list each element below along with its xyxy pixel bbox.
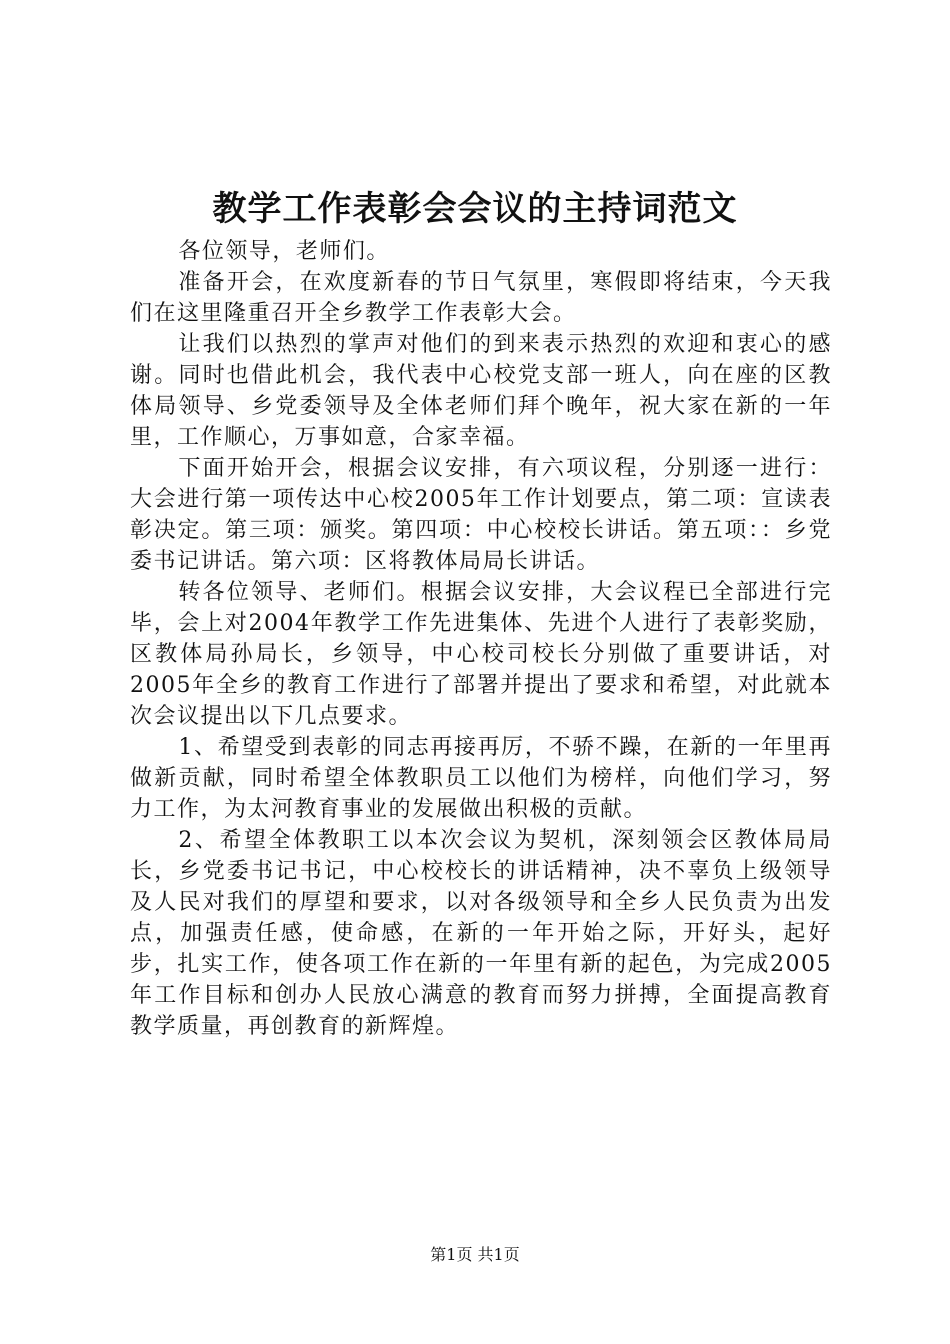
paragraph-opening: 准备开会，在欢度新春的节日气氛里，寒假即将结束，今天我们在这里隆重召开全乡教学工作表彰大会。 — [130, 270, 832, 326]
paragraph-requirement-1: 1、希望受到表彰的同志再接再厉，不骄不躁，在新的一年里再做新贡献，同时希望全体教职员工以他们为榜样，向他们学习，努力工作，为太河教育事业的发展做出积极的贡献。 — [130, 735, 832, 822]
paragraph-agenda: 下面开始开会，根据会议安排，有六项议程，分别逐一进行：大会进行第一项传达中心校2005年工作计划要点，第二项：宣读表彰决定。第三项：颁奖。第四项：中心校校长讲话。第五项：：乡党委书记讲话。第六项：区将教体局局长讲话。 — [130, 456, 832, 574]
page-footer: 第1页 共1页 — [430, 1245, 520, 1264]
document-title: 教学工作表彰会会议的主持词范文 — [212, 189, 738, 229]
paragraph-welcome: 让我们以热烈的掌声对他们的到来表示热烈的欢迎和衷心的感谢。同时也借此机会，我代表中心校党支部一班人，向在座的区教体局领导、乡党委领导及全体老师们拜个晚年，祝大家在新的一年里，工作顺心，万事如意，合家幸福。 — [130, 332, 832, 450]
paragraph-summary: 转各位领导、老师们。根据会议安排，大会议程已全部进行完毕，会上对2004年教学工作先进集体、先进个人进行了表彰奖励，区教体局孙局长，乡领导，中心校司校长分别做了重要讲话，对2005年全乡的教育工作进行了部署并提出了要求和希望，对此就本次会议提出以下几点要求。 — [130, 580, 832, 729]
paragraph-requirement-2: 2、希望全体教职工以本次会议为契机，深刻领会区教体局局长，乡党委书记书记，中心校校长的讲话精神，决不辜负上级领导及人民对我们的厚望和要求，以对各级领导和全乡人民负责为出发点，加强责任感，使命感，在新的一年开始之际，开好头，起好步，扎实工作，使各项工作在新的一年里有新的起色，为完成2005年工作目标和创办人民放心满意的教育而努力拼搏，全面提高教育教学质量，再创教育的新辉煌。 — [130, 828, 832, 1039]
paragraph-greeting: 各位领导，老师们。 — [178, 239, 390, 264]
document-body — [130, 236, 832, 1042]
